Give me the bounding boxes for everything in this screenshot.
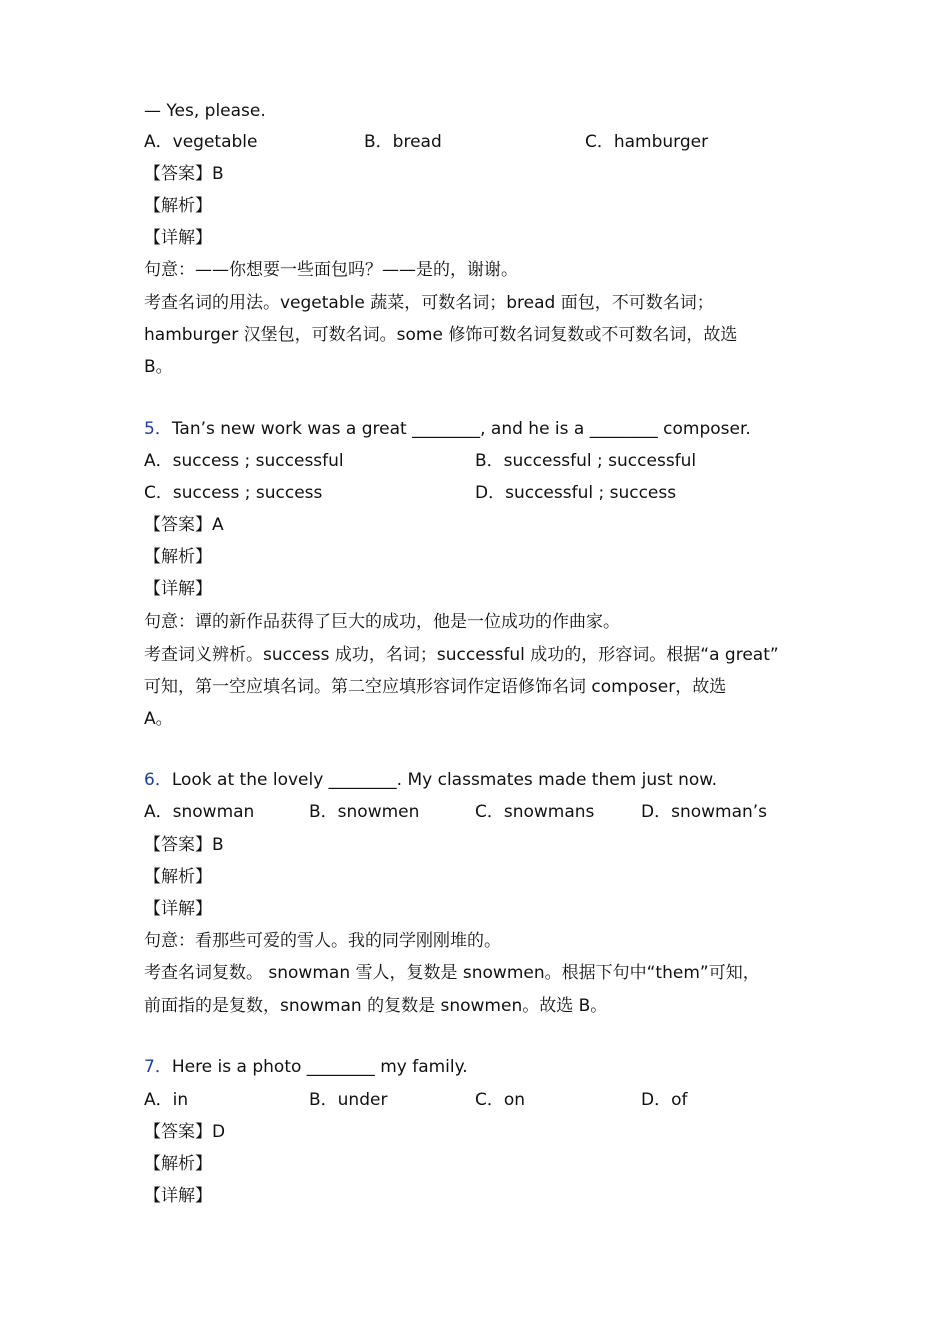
explanation-line: hamburger 汉堡包，可数名词。some 修饰可数名词复数或不可数名词，故选 [144,325,738,345]
explanation-line: B。 [144,357,173,377]
detail-label: 【详解】 [144,899,212,919]
question-7-stem [144,1056,468,1078]
explanation-line: 可知，第一空应填名词。第二空应填形容词作定语修饰名词 composer，故选 [144,677,727,697]
option-c: C．on [475,1090,526,1110]
option-b: B．successful ; successful [475,451,697,471]
analysis-label: 【解析】 [144,196,212,216]
option-a: A．success ; successful [144,451,344,471]
option-c: C．snowmans [475,802,595,822]
detail-label: 【详解】 [144,228,212,248]
question-number: 6． [144,770,172,790]
question-text: Tan’s new work was a great ________, and he is a ________ composer. [171,419,751,439]
option-b: B．under [309,1090,388,1110]
option-c: C．hamburger [585,132,709,152]
analysis-label: 【解析】 [144,1154,212,1174]
option-b: B．bread [364,132,442,152]
detail-label: 【详解】 [144,1186,212,1206]
question-6-stem [144,769,717,791]
previous-question-reply: — Yes, please. [144,101,266,121]
explanation-line: 句意：看那些可爱的雪人。我的同学刚刚堆的。 [144,931,501,951]
analysis-label: 【解析】 [144,547,212,567]
option-b: B．snowmen [309,802,420,822]
detail-label: 【详解】 [144,579,212,599]
answer-label: 【答案】D [144,1122,226,1142]
question-number: 7． [144,1057,172,1077]
question-text: Here is a photo ________ my family. [171,1057,468,1077]
explanation-line: 前面指的是复数，snowman 的复数是 snowmen。故选 B。 [144,996,608,1016]
explanation-line: 句意：谭的新作品获得了巨大的成功，他是一位成功的作曲家。 [144,612,620,632]
option-c: C．success ; success [144,483,323,503]
option-d: D．successful ; success [475,483,677,503]
explanation-line: A。 [144,709,173,729]
explanation-line: 考查名词的用法。vegetable 蔬菜，可数名词；bread 面包，不可数名词； [144,293,714,313]
explanation-line: 考查词义辨析。success 成功，名词；successful 成功的，形容词。根据“a great” [144,645,779,665]
option-d: D．of [641,1090,688,1110]
analysis-label: 【解析】 [144,867,212,887]
question-number: 5． [144,419,172,439]
option-a: A．snowman [144,802,255,822]
explanation-line: 句意：——你想要一些面包吗？——是的，谢谢。 [144,260,518,280]
question-5-stem [144,418,751,440]
answer-label: 【答案】B [144,164,224,184]
answer-label: 【答案】A [144,515,224,535]
option-d: D．snowman’s [641,802,768,822]
option-a: A．in [144,1090,189,1110]
explanation-line: 考查名词复数。 snowman 雪人，复数是 snowmen。根据下句中“them”可知， [144,963,760,983]
answer-label: 【答案】B [144,835,224,855]
option-a: A．vegetable [144,132,258,152]
question-text: Look at the lovely ________. My classmates made them just now. [171,770,718,790]
